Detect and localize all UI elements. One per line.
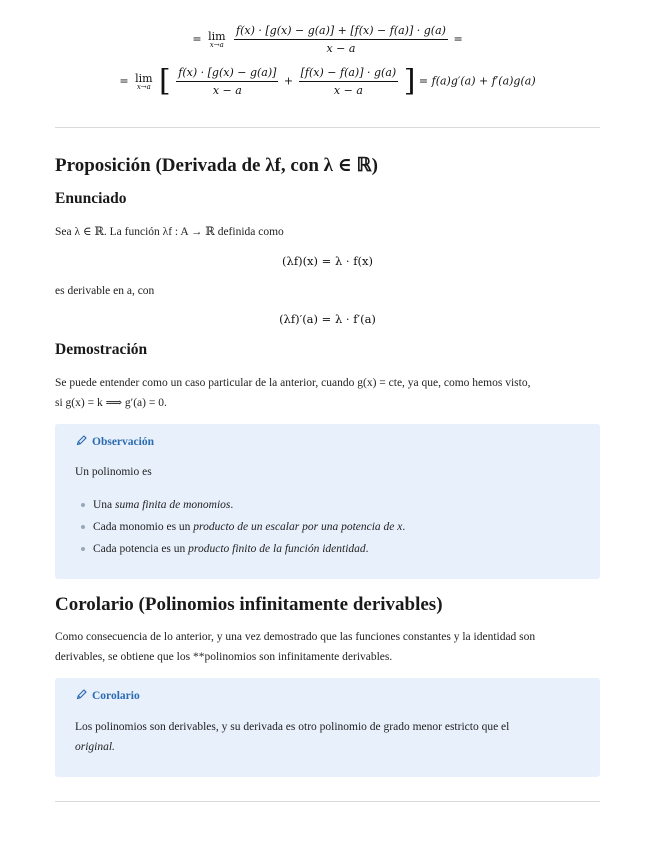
observation-list — [75, 494, 580, 560]
callout-title: Observación — [75, 434, 154, 450]
plus-sign: + — [283, 74, 294, 88]
section-divider — [55, 127, 600, 128]
observation-callout — [55, 424, 600, 579]
statement-heading: Enunciado — [55, 190, 127, 207]
statement-text: Sea λ ∈ ℝ. La función λf : A → ℝ definida como — [55, 226, 284, 238]
derivative-formula: (λf)′(a) = λ · f′(a) — [279, 312, 376, 326]
right-bracket: ] — [403, 63, 416, 99]
pencil-icon — [75, 434, 88, 450]
section-divider — [55, 801, 600, 802]
equals-sign: = — [453, 32, 463, 46]
fraction-denominator: x − a — [326, 42, 356, 55]
scalar-function-formula: (λf)(x) = λ · f(x) — [282, 254, 373, 268]
limit-formula-line-1 — [0, 24, 655, 55]
limit-operator: lim x→a — [208, 30, 226, 49]
callout-title: Corolario — [75, 688, 140, 704]
corollary-text-line-1: Como consecuencia de lo anterior, y una vez demostrado que las funciones constantes y la identidad son — [55, 631, 536, 643]
proof-line-1: Se puede entender como un caso particular de la anterior, cuando g(x) = cte, ya que, como hemos visto, — [55, 377, 531, 389]
limit-result: = f(a)g′(a) + f′(a)g(a) — [418, 74, 536, 88]
observation-intro: Un polinomio es — [75, 466, 152, 478]
first-fraction: $\frac{f(x) \cdot [g(x) - g(a)]}{x - a}$ — [178, 66, 277, 97]
limit-formula-line-2 — [0, 63, 655, 99]
statement-continuation: es derivable en a, con — [55, 285, 155, 297]
list-item: Cada potencia es un producto finito de la función identidad. — [75, 538, 580, 560]
pencil-icon — [75, 688, 88, 704]
limit-fraction — [234, 24, 448, 55]
corollary-callout-line-1: Los polinomios son derivables, y su derivada es otro polinomio de grado menor estricto que el — [75, 721, 510, 733]
left-bracket: [ — [159, 63, 171, 99]
list-item: Una suma finita de monomios. — [75, 494, 580, 516]
corollary-text-line-2: derivables, se obtiene que los **polinomios son infinitamente derivables. — [55, 651, 393, 663]
proof-line-2: si g(x) = k ⟹ g′(a) = 0. — [55, 397, 167, 409]
proof-heading: Demostración — [55, 341, 148, 358]
equals-sign: = — [192, 32, 202, 46]
equals-sign: = — [119, 74, 129, 88]
list-item: Cada monomio es un producto de un escalar por una potencia de x. — [75, 516, 580, 538]
corollary-title: Corolario (Polinomios infinitamente derivables) — [55, 594, 443, 615]
limit-operator: lim x→a — [135, 72, 153, 91]
proposition-title: Proposición (Derivada de λf, con λ ∈ ℝ) — [55, 155, 378, 176]
fraction-numerator: f(x) · [g(x) − g(a)] + [f(x) − f(a)] · g(a) — [234, 24, 448, 40]
second-fraction: $\frac{[f(x) - f(a)] \cdot g(a)}{x - a}$ — [300, 66, 397, 97]
corollary-callout — [55, 678, 600, 777]
corollary-callout-line-2: original. — [75, 741, 115, 753]
